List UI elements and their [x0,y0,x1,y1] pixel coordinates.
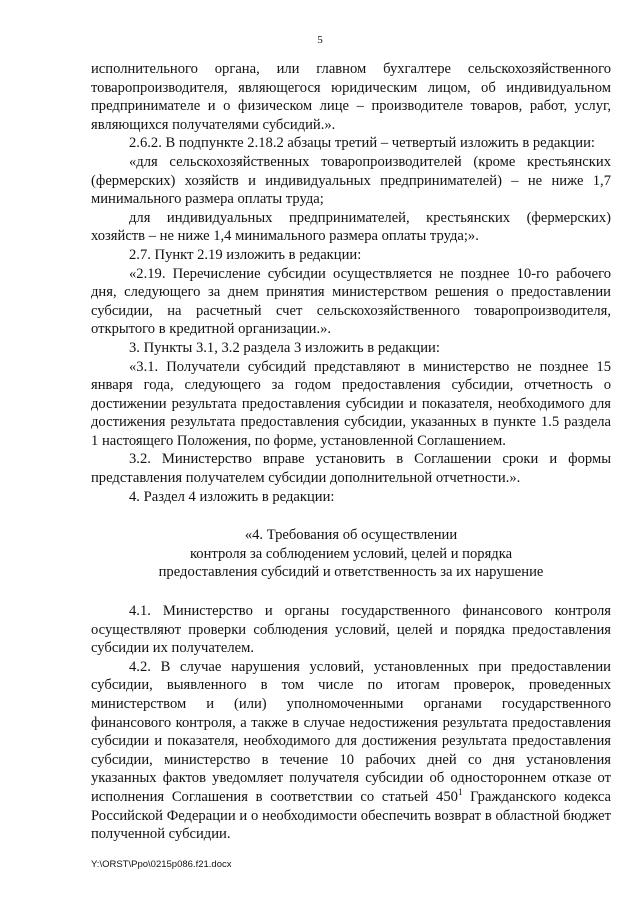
section-heading [91,526,611,582]
document-body [91,60,611,844]
section-heading-line: контроля за соблюдением условий, целей и порядка [189,545,513,562]
paragraph: 4.1. Министерство и органы государственного финансового контроля осуществляют проверки соблюдения условий, целей и порядка предоставления субсидии их получателем. [91,603,611,657]
paragraph-text: Гражданского кодекса Российской Федерации и о необходимости обеспечить возврат в областной бюджет полученной субсидии. [91,788,611,843]
file-path-footer: Y:\ORST\Ppo\0215p086.f21.docx [91,859,232,870]
paragraph: 3. Пункты 3.1, 3.2 раздела 3 изложить в редакции: [129,339,440,356]
section-heading-line: «4. Требования об осуществлении [244,527,458,544]
paragraph: 2.7. Пункт 2.19 изложить в редакции: [129,246,362,263]
paragraph-text: 4.2. В случае нарушения условий, установленных при предоставлении субсидии, выявленного в том числе по итогам проверок, проведенных министерством и (или) уполномоченными органами государственного финансового контроля, а также в случае недостижения результата предоставления субсидии и показателя, необходимого для достижения результата предоставления субсидии, министерство в течение 10 рабочих дней со дня установления указанных фактов уведомляет получателя субсидии об одностороннем отказе от исполнения Соглашения в соответствии со статьей 450 [91,658,611,805]
paragraph: 4. Раздел 4 изложить в редакции: [129,488,335,505]
superscript: 1 [457,787,463,798]
paragraph: 3.2. Министерство вправе установить в Соглашении сроки и формы представления получателем субсидии дополнительной отчетности.». [91,451,611,487]
page-number: 5 [317,34,323,46]
paragraph: для индивидуальных предпринимателей, крестьянских (фермерских) хозяйств – не ниже 1,4 минимального размера оплаты труда;». [91,209,611,245]
paragraph: «2.19. Перечисление субсидии осуществляется не позднее 10-го рабочего дня, следующего за днем принятия министерством решения о предоставлении субсидии, на расчетный счет сельскохозяйственного товаропроизводителя, открытого в кредитной организации.». [91,265,611,338]
paragraph: «для сельскохозяйственных товаропроизводителей (кроме крестьянских (фермерских) хозяйств и индивидуальных предпринимателей) – не ниже 1,7 минимального размера оплаты труда; [91,153,611,208]
paragraph: исполнительного органа, или главном бухгалтере сельскохозяйственного товаропроизводителя, являющегося юридическим лицом, об индивидуальном предпринимателе и о физическом лице – производителе товаров, работ, услуг, являющихся получателями субсидий.». [91,61,611,133]
section-heading-line: предоставления субсидий и ответственность за их нарушение [158,564,544,581]
paragraph: 2.6.2. В подпункте 2.18.2 абзацы третий – четвертый изложить в редакции: [129,135,595,152]
paragraph [91,658,611,844]
paragraph: «3.1. Получатели субсидий представляют в министерство не позднее 15 января года, следующего за годом предоставления субсидии, отчетность о достижении результата предоставления субсидии и показателя, необходимого для достижения результата предоставления субсидии, указанных в пункте 1.5 раздела 1 настоящего Положения, по форме, установленной Соглашением. [91,358,611,449]
